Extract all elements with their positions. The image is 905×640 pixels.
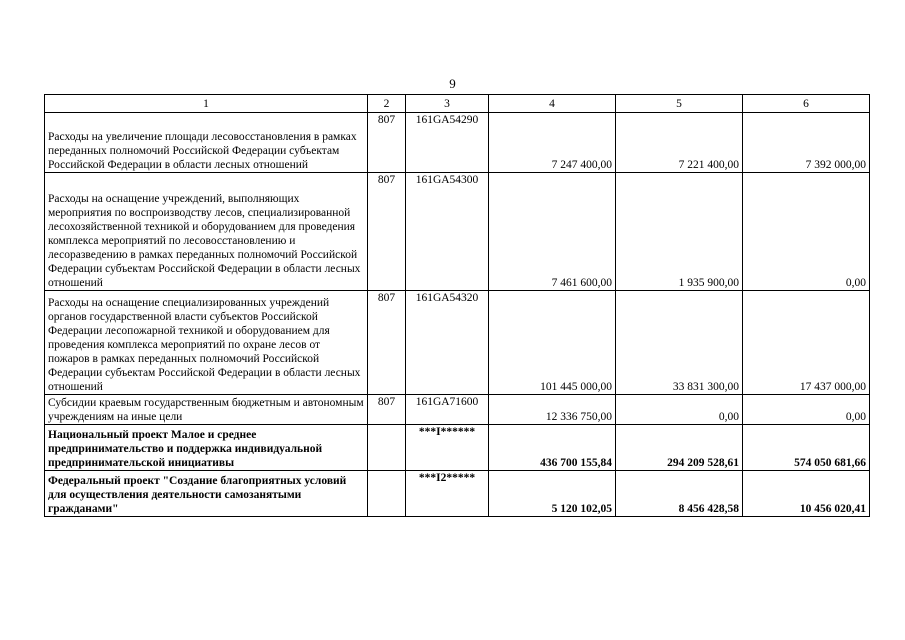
header-cell: 1 bbox=[45, 95, 368, 113]
value-col4-cell: 12 336 750,00 bbox=[489, 395, 616, 425]
value-col5-cell: 0,00 bbox=[616, 395, 743, 425]
table-row bbox=[45, 395, 870, 425]
table-row bbox=[45, 173, 870, 291]
code-col2-cell: 807 bbox=[368, 395, 406, 425]
table-row bbox=[45, 291, 870, 395]
expense-name-cell: Расходы на оснащение специализированных учреждений органов государственной власти субъектов Российской Федерации лесопожарной техникой и оборудованием для проведения комплекса мероприятий по охране лесов от пожаров в рамках переданных полномочий Российской Федерации субъектам Российской Федерации в области лесных отношений bbox=[45, 291, 368, 395]
value-col4-cell: 7 247 400,00 bbox=[489, 113, 616, 173]
value-col4-cell: 436 700 155,84 bbox=[489, 425, 616, 471]
code-col3-cell: 161GA54290 bbox=[406, 113, 489, 173]
value-col6-cell: 0,00 bbox=[743, 395, 870, 425]
value-col6-cell: 0,00 bbox=[743, 173, 870, 291]
table-row bbox=[45, 471, 870, 517]
header-cell: 2 bbox=[368, 95, 406, 113]
code-col3-cell: ***I2***** bbox=[406, 471, 489, 517]
header-cell: 5 bbox=[616, 95, 743, 113]
value-col4-cell: 101 445 000,00 bbox=[489, 291, 616, 395]
value-col4-cell: 5 120 102,05 bbox=[489, 471, 616, 517]
code-col3-cell: ***I****** bbox=[406, 425, 489, 471]
code-col2-cell bbox=[368, 471, 406, 517]
code-col2-cell: 807 bbox=[368, 173, 406, 291]
value-col5-cell: 33 831 300,00 bbox=[616, 291, 743, 395]
project-name-cell: Федеральный проект "Создание благоприятных условий для осуществления деятельности самозанятыми гражданами" bbox=[45, 471, 368, 517]
expense-name-cell: Расходы на оснащение учреждений, выполняющих мероприятия по воспроизводству лесов, специализированной лесохозяйственной техникой и оборудованием для проведения комплекса мероприятий по лесовосстановлению и лесоразведению в рамках переданных полномочий Российской Федерации субъектам Российской Федерации в области лесных отношений bbox=[45, 173, 368, 291]
budget-table bbox=[44, 94, 870, 517]
project-name-cell: Национальный проект Малое и среднее предпринимательство и поддержка индивидуальной предпринимательской инициативы bbox=[45, 425, 368, 471]
table-header-row bbox=[45, 95, 870, 113]
value-col5-cell: 1 935 900,00 bbox=[616, 173, 743, 291]
value-col6-cell: 17 437 000,00 bbox=[743, 291, 870, 395]
header-cell: 6 bbox=[743, 95, 870, 113]
code-col2-cell bbox=[368, 425, 406, 471]
code-col3-cell: 161GA54300 bbox=[406, 173, 489, 291]
value-col6-cell: 10 456 020,41 bbox=[743, 471, 870, 517]
code-col2-cell: 807 bbox=[368, 113, 406, 173]
header-cell: 4 bbox=[489, 95, 616, 113]
code-col2-cell: 807 bbox=[368, 291, 406, 395]
expense-name-cell: Расходы на увеличение площади лесовосстановления в рамках переданных полномочий Российской Федерации субъектам Российской Федерации в области лесных отношений bbox=[45, 113, 368, 173]
value-col5-cell: 294 209 528,61 bbox=[616, 425, 743, 471]
value-col5-cell: 8 456 428,58 bbox=[616, 471, 743, 517]
code-col3-cell: 161GA54320 bbox=[406, 291, 489, 395]
header-cell: 3 bbox=[406, 95, 489, 113]
table-row bbox=[45, 425, 870, 471]
value-col6-cell: 7 392 000,00 bbox=[743, 113, 870, 173]
value-col6-cell: 574 050 681,66 bbox=[743, 425, 870, 471]
value-col4-cell: 7 461 600,00 bbox=[489, 173, 616, 291]
code-col3-cell: 161GA71600 bbox=[406, 395, 489, 425]
value-col5-cell: 7 221 400,00 bbox=[616, 113, 743, 173]
expense-name-cell: Субсидии краевым государственным бюджетным и автономным учреждениям на иные цели bbox=[45, 395, 368, 425]
table-row bbox=[45, 113, 870, 173]
page-number: 9 bbox=[449, 76, 456, 91]
